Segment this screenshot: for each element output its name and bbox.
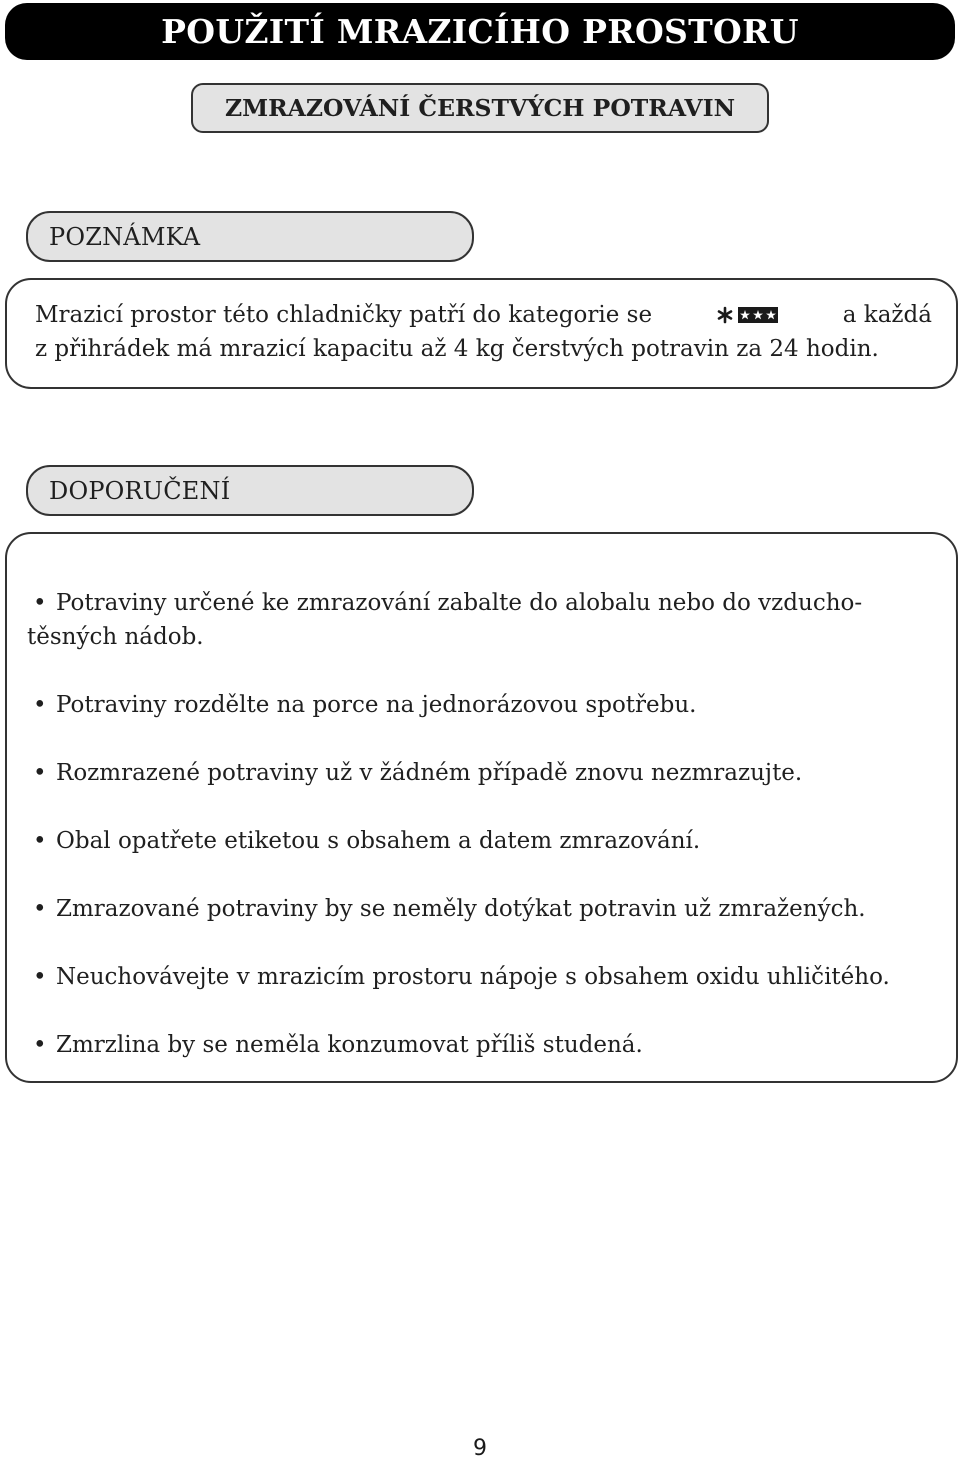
list-item: • Potraviny určené ke zmrazování zabalte do alobalu nebo do vzducho-těsných nádob. — [27, 586, 943, 654]
page-number: 9 — [473, 1436, 487, 1461]
note-heading-text: POZNÁMKA — [49, 222, 201, 251]
bullet-icon: • — [33, 828, 47, 854]
recommendation-box — [5, 532, 958, 1083]
bullet-icon: • — [33, 896, 47, 922]
recommendation-heading — [26, 465, 474, 516]
list-item: • Zmrzlina by se neměla konzumovat příliš studená. — [27, 1028, 943, 1062]
list-item: • Obal opatřete etiketou s obsahem a datem zmrazování. — [27, 824, 943, 858]
list-item: • Potraviny rozdělte na porce na jednorázovou spotřebu. — [27, 688, 943, 722]
bullet-icon: • — [33, 964, 47, 990]
note-heading — [26, 211, 474, 262]
note-line-2: z přihrádek má mrazicí kapacitu až 4 kg čerstvých potravin za 24 hodin. — [35, 336, 879, 362]
recommendation-list — [27, 586, 943, 1096]
section-subtitle — [191, 83, 769, 133]
page-title: POUŽITÍ MRAZICÍHO PROSTORU — [161, 12, 799, 51]
list-item: • Rozmrazené potraviny už v žádném případě znovu nezmrazujte. — [27, 756, 943, 790]
page-title-banner — [5, 3, 955, 60]
bullet-icon: • — [33, 1032, 47, 1058]
list-item: • Neuchovávejte v mrazicím prostoru nápoje s obsahem oxidu uhličitého. — [27, 960, 943, 994]
list-item: • Zmrazované potraviny by se neměly dotýkat potravin už zmražených. — [27, 892, 943, 926]
note-text — [35, 298, 932, 366]
bullet-icon: • — [33, 590, 47, 616]
bullet-icon: • — [33, 760, 47, 786]
bullet-icon: • — [33, 692, 47, 718]
note-line-1-before: Mrazicí prostor této chladničky patří do kategorie se — [35, 302, 653, 328]
note-box — [5, 278, 958, 389]
recommendation-heading-text: DOPORUČENÍ — [49, 476, 231, 505]
section-subtitle-text: ZMRAZOVÁNÍ ČERSTVÝCH POTRAVIN — [224, 94, 736, 122]
four-star-freezer-icon — [716, 298, 778, 332]
note-line-1 — [35, 298, 932, 332]
note-line-1-after: a každá — [842, 302, 932, 328]
